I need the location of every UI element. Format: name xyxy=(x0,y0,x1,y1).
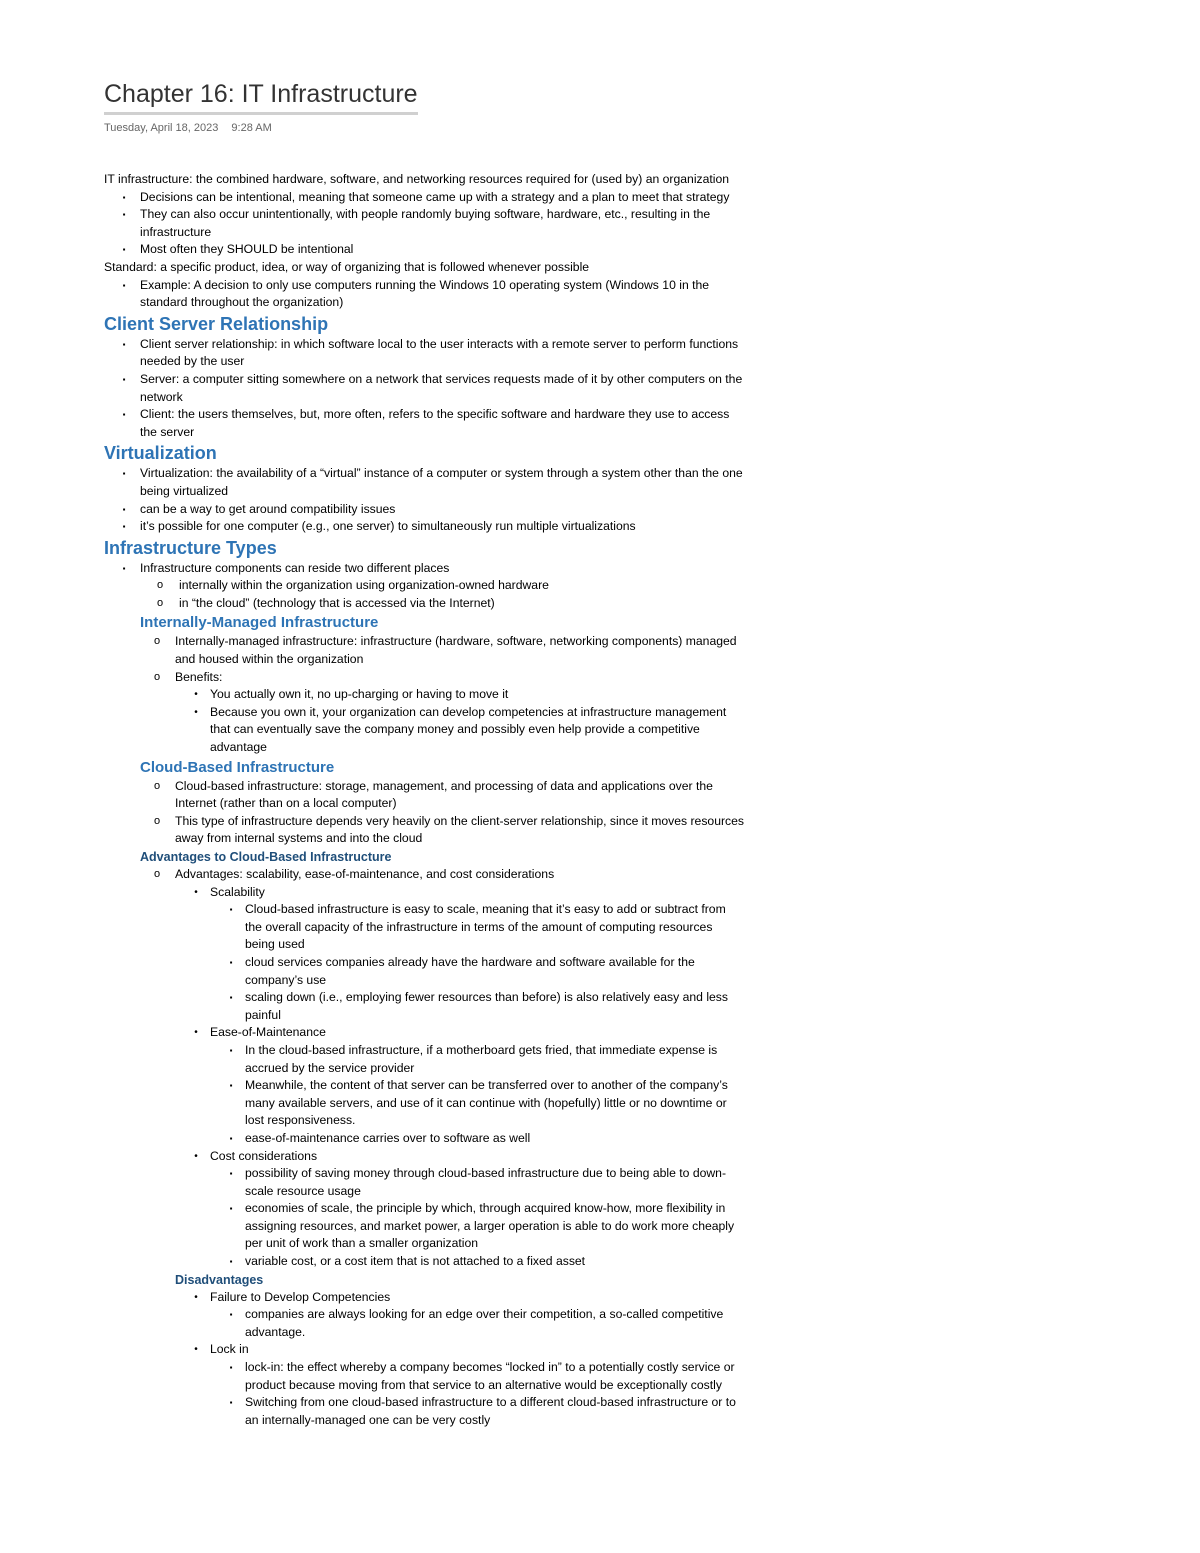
standard-definition: Standard: a specific product, idea, or way of organizing that is followed whenever possible xyxy=(104,259,590,274)
list-item xyxy=(104,1253,744,1271)
square-bullet-icon: ▪ xyxy=(122,563,126,573)
list-item-text: They can also occur unintentionally, with people randomly buying software, hardware, etc., resulting in the infrastructure xyxy=(140,207,711,239)
list-item xyxy=(104,686,744,704)
heading-infrastructure-types: Infrastructure Types xyxy=(104,537,277,558)
square-bullet-icon: ▪ xyxy=(122,192,126,202)
list-item xyxy=(104,465,744,500)
list-item xyxy=(104,633,744,668)
list-item-text: Cloud-based infrastructure: storage, management, and processing of data and applications over the Internet (rather than on a local computer) xyxy=(175,778,713,811)
square-bullet-icon: ▪ xyxy=(229,1133,233,1143)
list-item-text: ease-of-maintenance carries over to software as well xyxy=(245,1130,531,1145)
circle-bullet-icon: o xyxy=(153,868,161,880)
list-item xyxy=(104,518,744,536)
it-infrastructure-definition: IT infrastructure: the combined hardware, software, and networking resources required for (used by) an organization xyxy=(104,172,730,186)
list-item xyxy=(104,866,744,884)
list-item xyxy=(104,501,744,519)
square-bullet-icon: ▪ xyxy=(229,905,233,915)
square-bullet-icon: ▪ xyxy=(229,1310,233,1320)
circle-bullet-icon: o xyxy=(153,779,161,792)
note-body xyxy=(104,171,744,1429)
list-item-text: it’s possible for one computer (e.g., one server) to simultaneously run multiple virtualizations xyxy=(140,519,636,534)
square-bullet-icon: ▪ xyxy=(122,339,126,349)
square-bullet-icon: ▪ xyxy=(122,469,126,479)
circle-bullet-icon: o xyxy=(153,670,161,683)
list-item xyxy=(104,241,744,259)
list-item xyxy=(104,1289,744,1307)
dot-bullet-icon: • xyxy=(194,886,198,898)
square-bullet-icon: ▪ xyxy=(229,1257,233,1267)
list-item-text: Client: the users themselves, but, more often, refers to the specific software and hardware they use to access the server xyxy=(140,407,730,439)
list-item xyxy=(104,901,744,954)
list-item-text: Virtualization: the availability of a “virtual” instance of a computer or system through a system other than the one being virtualized xyxy=(140,466,743,498)
list-item xyxy=(104,1148,744,1166)
list-item xyxy=(104,1130,744,1148)
square-bullet-icon: ▪ xyxy=(229,1169,233,1179)
list-item-text: internally within the organization using organization-owned hardware xyxy=(179,578,549,593)
dot-bullet-icon: • xyxy=(194,1344,198,1356)
page-time: 9:28 AM xyxy=(231,122,272,134)
page-datetime xyxy=(104,122,744,138)
list-item xyxy=(104,989,744,1024)
list-item-text: companies are always looking for an edge over their competition, a so-called competitive advantage. xyxy=(245,1307,724,1339)
square-bullet-icon: ▪ xyxy=(229,1045,233,1055)
dot-bullet-icon: • xyxy=(194,1150,198,1162)
list-item-text: You actually own it, no up-charging or having to move it xyxy=(210,687,509,702)
list-item-text: variable cost, or a cost item that is not attached to a fixed asset xyxy=(245,1254,586,1269)
list-item-text: in “the cloud” (technology that is accessed via the Internet) xyxy=(179,595,495,610)
list-item-text: possibility of saving money through cloud-based infrastructure due to being able to down-scale resource usage xyxy=(245,1166,727,1198)
list-item xyxy=(104,1394,744,1429)
list-item-text: cloud services companies already have the hardware and software available for the company’s use xyxy=(245,954,695,987)
list-item-text: Because you own it, your organization can develop competencies at infrastructure management that can eventually save the company money and possibly even help provide a competitive advantage xyxy=(210,704,727,755)
dot-bullet-icon: • xyxy=(194,689,198,701)
square-bullet-icon: ▪ xyxy=(229,1204,233,1214)
list-item-text: Client server relationship: in which software local to the user interacts with a remote server to perform functions needed by the user xyxy=(140,336,739,369)
list-item-text: can be a way to get around compatibility issues xyxy=(140,501,396,516)
page-title: Chapter 16: IT Infrastructure xyxy=(104,78,418,115)
square-bullet-icon: ▪ xyxy=(229,957,233,967)
heading-disadvantages: Disadvantages xyxy=(175,1272,264,1287)
list-item xyxy=(104,813,744,848)
square-bullet-icon: ▪ xyxy=(122,374,126,384)
list-item-text: Meanwhile, the content of that server can be transferred over to another of the company’s many available servers, and use of it can continue with (hopefully) little or no downtime or lost responsiveness. xyxy=(245,1078,728,1128)
list-item-text: Scalability xyxy=(210,884,265,899)
list-item-text: Ease-of-Maintenance xyxy=(210,1025,326,1040)
list-item-text: Advantages: scalability, ease-of-maintenance, and cost considerations xyxy=(175,867,555,881)
list-item-text: lock-in: the effect whereby a company becomes “locked in” to a potentially costly service or product because moving from that service to an alternative would be exceptionally costly xyxy=(245,1360,735,1392)
square-bullet-icon: ▪ xyxy=(229,993,233,1003)
square-bullet-icon: ▪ xyxy=(122,522,126,532)
heading-client-server: Client Server Relationship xyxy=(104,313,329,334)
dot-bullet-icon: • xyxy=(194,1291,198,1303)
list-item xyxy=(104,406,744,441)
list-item xyxy=(104,1165,744,1200)
list-item-text: This type of infrastructure depends very heavily on the client-server relationship, since it moves resources away from internal systems and into the cloud xyxy=(175,813,745,846)
circle-bullet-icon: o xyxy=(153,635,161,648)
list-item-text: Most often they SHOULD be intentional xyxy=(140,242,354,257)
circle-bullet-icon: o xyxy=(153,814,161,827)
circle-bullet-icon: o xyxy=(156,579,164,592)
list-item xyxy=(104,884,744,902)
square-bullet-icon: ▪ xyxy=(122,245,126,255)
list-item xyxy=(104,206,744,241)
list-item xyxy=(104,778,744,813)
square-bullet-icon: ▪ xyxy=(122,210,126,220)
page-date: Tuesday, April 18, 2023 xyxy=(104,122,219,134)
note-page xyxy=(104,78,744,1429)
list-item-text: In the cloud-based infrastructure, if a motherboard gets fried, that immediate expense is accrued by the service provider xyxy=(245,1042,718,1075)
heading-virtualization: Virtualization xyxy=(104,443,217,464)
square-bullet-icon: ▪ xyxy=(229,1081,233,1091)
list-item-text: economies of scale, the principle by which, through acquired know-how, more flexibility in assigning resources, and market power, a larger operation is able to do work more cheaply per unit of work than a smaller organization xyxy=(245,1201,735,1251)
list-item xyxy=(104,577,744,595)
square-bullet-icon: ▪ xyxy=(229,1398,233,1408)
dot-bullet-icon: • xyxy=(194,1027,198,1039)
list-item xyxy=(104,1024,744,1042)
list-item-text: Decisions can be intentional, meaning that someone came up with a strategy and a plan to meet that strategy xyxy=(140,189,730,204)
list-item xyxy=(104,704,744,757)
list-item-text: Server: a computer sitting somewhere on a network that services requests made of it by other computers on the network xyxy=(140,371,743,404)
list-item-text: Cloud-based infrastructure is easy to scale, meaning that it’s easy to add or subtract from the overall capacity of the infrastructure in terms of the amount of computing resources being used xyxy=(245,902,726,952)
list-item-text: Example: A decision to only use computers running the Windows 10 operating system (Windows 10 in the standard throughout the organization) xyxy=(140,277,710,310)
list-item-text: Internally-managed infrastructure: infrastructure (hardware, software, networking components) managed and housed within the organization xyxy=(175,634,737,667)
square-bullet-icon: ▪ xyxy=(122,280,126,290)
list-item-text: Failure to Develop Competencies xyxy=(210,1289,391,1304)
list-item xyxy=(104,277,744,312)
heading-internally-managed: Internally-Managed Infrastructure xyxy=(140,614,379,632)
list-item xyxy=(104,336,744,371)
list-item xyxy=(104,1200,744,1253)
square-bullet-icon: ▪ xyxy=(229,1363,233,1373)
list-item xyxy=(104,595,744,613)
list-item-text: Infrastructure components can reside two different places xyxy=(140,560,450,575)
dot-bullet-icon: • xyxy=(194,706,198,718)
list-item-text: Benefits: xyxy=(175,669,223,684)
list-item xyxy=(104,1077,744,1130)
square-bullet-icon: ▪ xyxy=(122,504,126,514)
heading-advantages: Advantages to Cloud-Based Infrastructure xyxy=(140,850,392,864)
list-item xyxy=(104,560,744,578)
list-item xyxy=(104,189,744,207)
list-item-text: scaling down (i.e., employing fewer resources than before) is also relatively easy and less painful xyxy=(245,990,728,1022)
list-item xyxy=(104,1042,744,1077)
list-item xyxy=(104,954,744,989)
list-item xyxy=(104,1359,744,1394)
circle-bullet-icon: o xyxy=(156,596,164,609)
list-item-text: Lock in xyxy=(210,1342,249,1357)
list-item-text: Cost considerations xyxy=(210,1148,318,1163)
list-item xyxy=(104,669,744,687)
square-bullet-icon: ▪ xyxy=(122,410,126,420)
list-item xyxy=(104,1341,744,1359)
list-item xyxy=(104,1306,744,1341)
list-item-text: Switching from one cloud-based infrastructure to a different cloud-based infrastructure or to an internally-managed one can be very costly xyxy=(245,1395,736,1427)
heading-cloud-based: Cloud-Based Infrastructure xyxy=(140,758,335,776)
list-item xyxy=(104,371,744,406)
